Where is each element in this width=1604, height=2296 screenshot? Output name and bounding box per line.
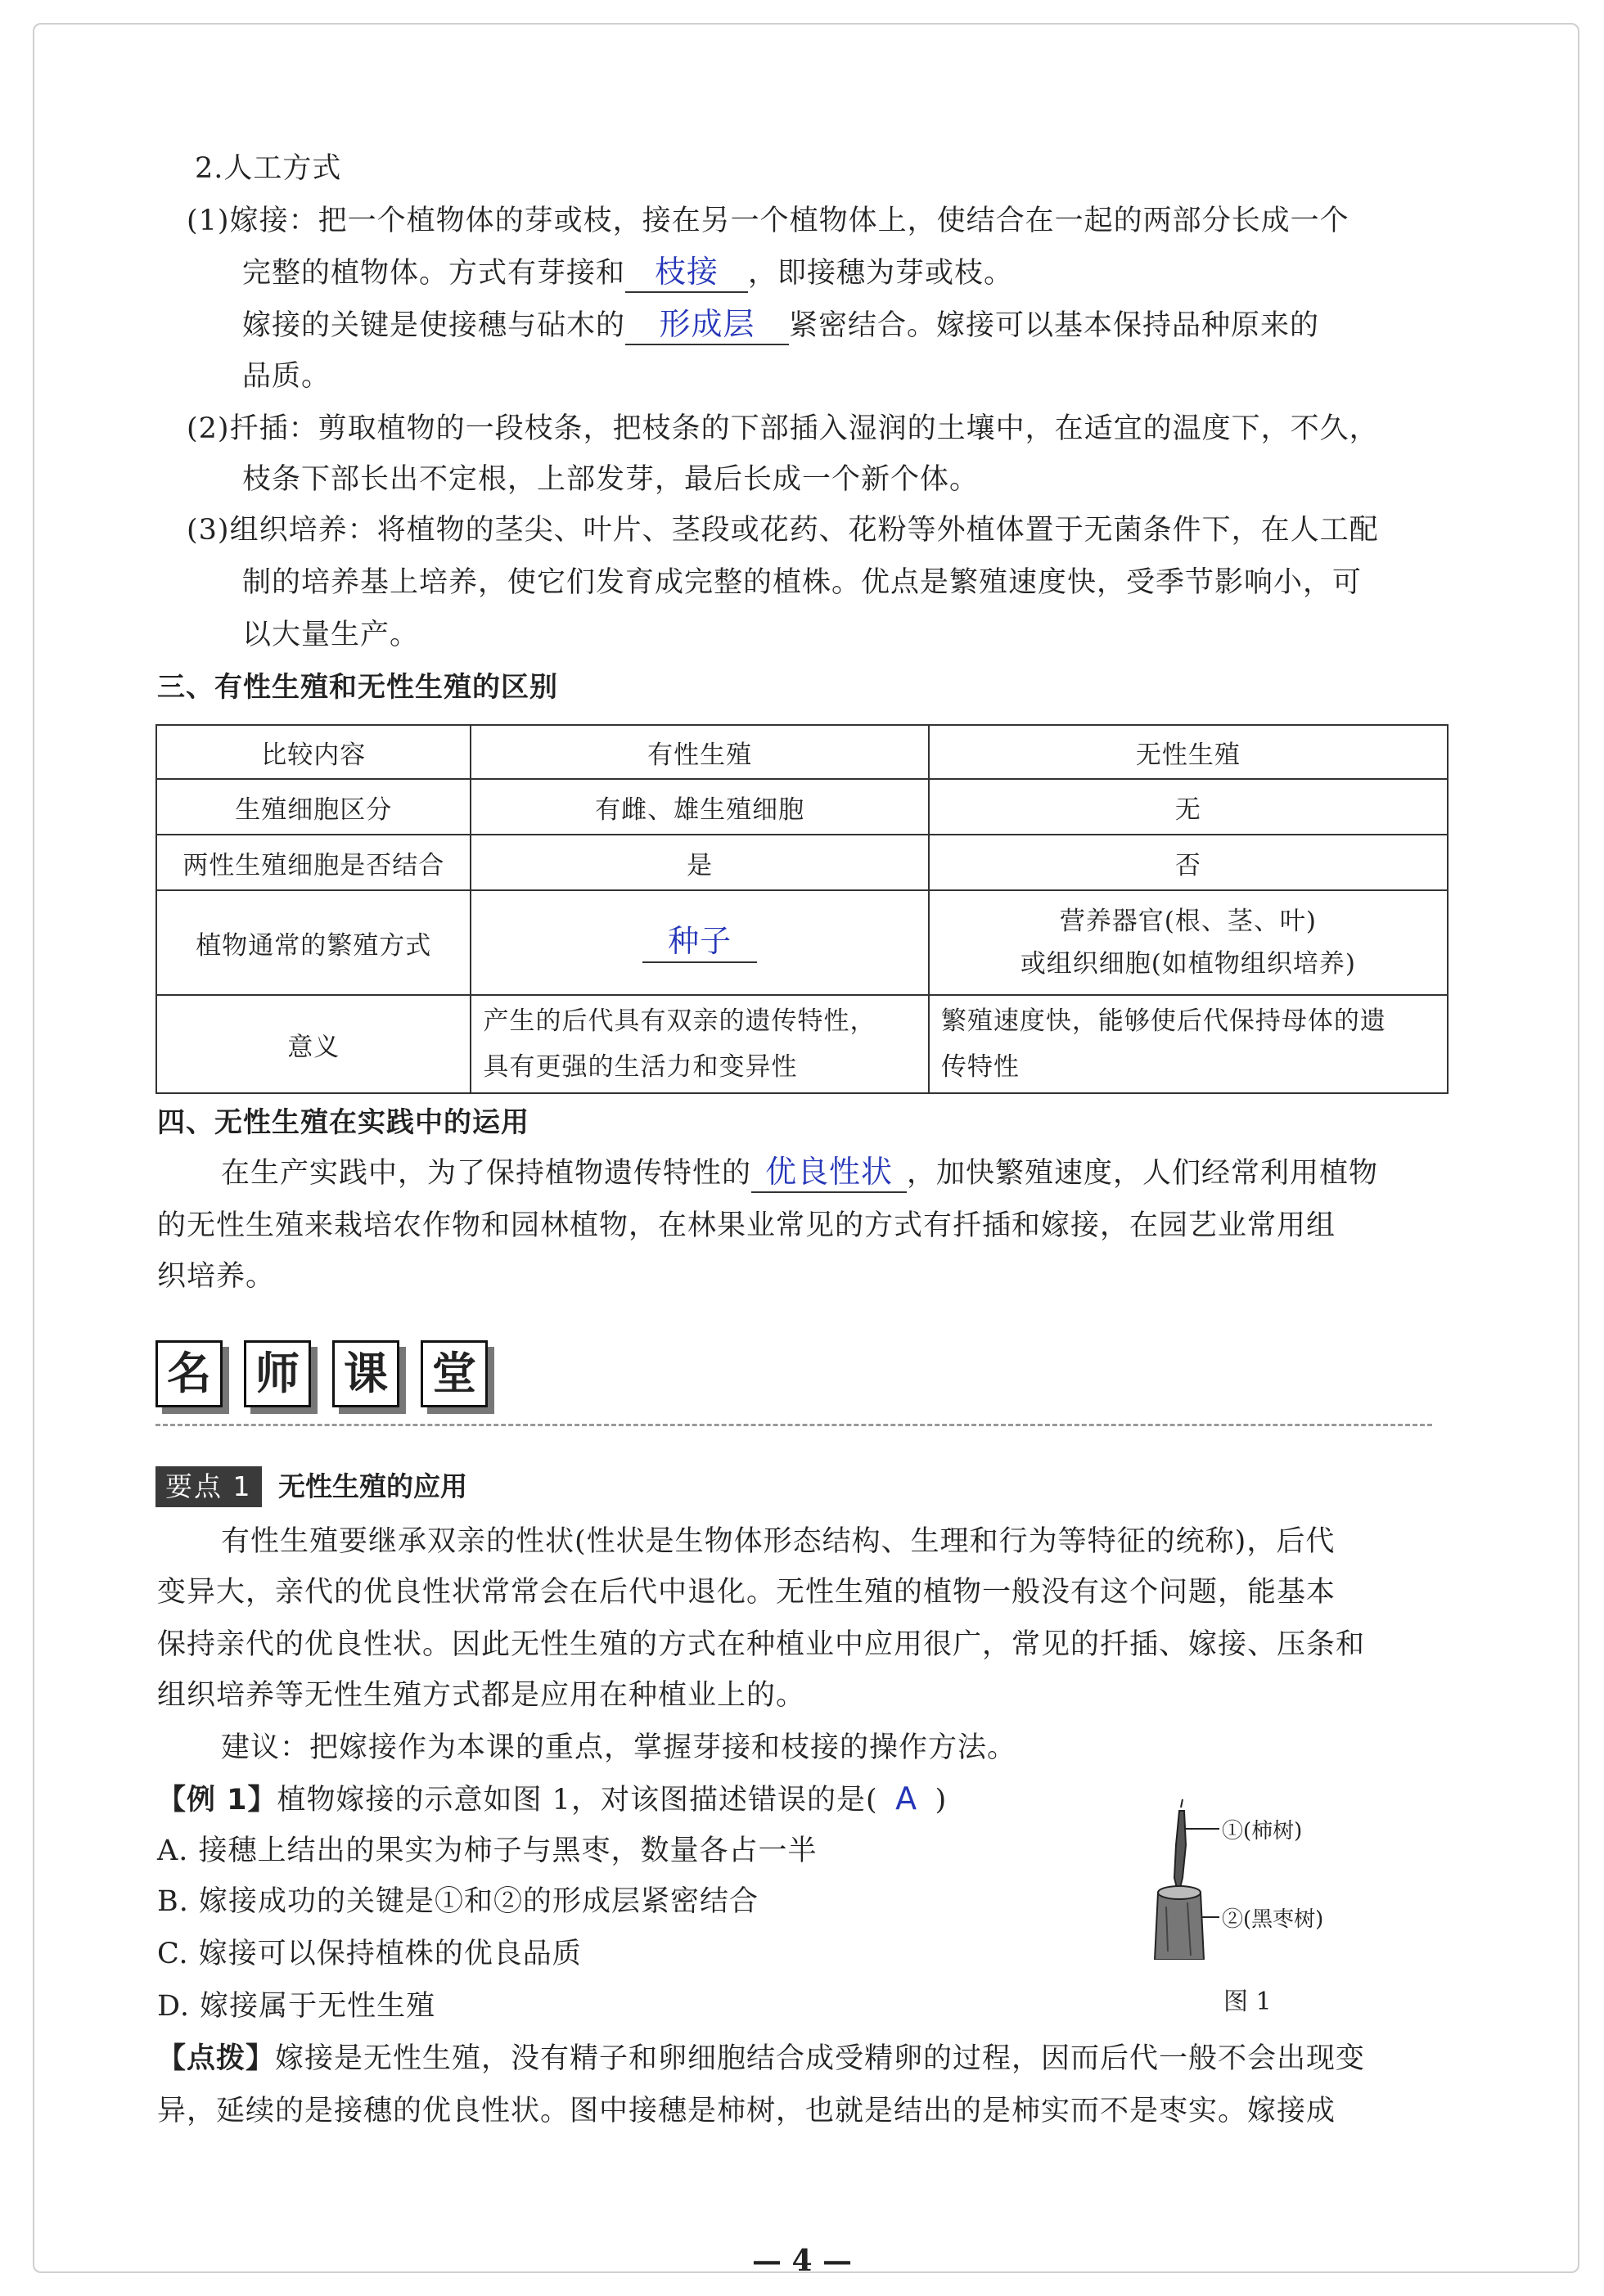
teacher-class-banner	[155, 1340, 488, 1407]
graft-line3-post: 紧密结合。嫁接可以基本保持品种原来的	[789, 309, 1320, 342]
table-cell: 无	[929, 779, 1448, 835]
table-cell: 生殖细胞区分	[156, 779, 471, 835]
table-cell: 是	[471, 835, 928, 890]
table-header-row	[156, 725, 1448, 779]
figure-1	[1133, 1796, 1477, 2025]
table-header-cell: 无性生殖	[929, 725, 1448, 779]
table-row	[156, 779, 1448, 835]
option-b: B. 嫁接成功的关键是①和②的形成层紧密结合	[157, 1885, 759, 1918]
table-row	[156, 890, 1448, 995]
table-cell-line: 繁殖速度快，能够使后代保持母体的遗	[940, 1006, 1386, 1036]
grafting-illustration	[1133, 1796, 1477, 1960]
keypoint-label: 要点 1	[155, 1466, 262, 1507]
table-cell: 意义	[156, 995, 471, 1093]
hint-line1	[157, 2039, 1365, 2078]
graft-line2-post: ，即接穗为芽或枝。	[748, 257, 1014, 290]
section4-blank[interactable]	[751, 1154, 907, 1193]
option-c: C. 嫁接可以保持植株的优良品质	[157, 1938, 582, 1970]
table-cell-line: 具有更强的生活力和变异性	[483, 1052, 798, 1082]
table-cell	[929, 890, 1448, 995]
section4-answer: 优良性状	[765, 1154, 894, 1190]
option-a: A. 接穗上结出的果实为柿子与黑枣，数量各占一半	[157, 1835, 818, 1867]
graft-blank1[interactable]	[625, 254, 748, 293]
table-header-cell: 比较内容	[156, 725, 471, 779]
banner-char: 课	[332, 1340, 399, 1407]
example-tag: 【例 1】	[157, 1784, 277, 1817]
table-cell: 有雌、雄生殖细胞	[471, 779, 928, 835]
graft-line3	[242, 306, 1319, 345]
hint-tag: 【点拨】	[157, 2042, 276, 2075]
figure-label-scion: ①(柿树)	[1222, 1819, 1303, 1844]
cutting-line1: (2)扦插：剪取植物的一段枝条，把枝条的下部插入湿润的土壤中，在适宜的温度下，不久，	[187, 412, 1379, 445]
keypoint-title: 无性生殖的应用	[278, 1470, 467, 1502]
table-cell-line: 或组织细胞(如植物组织培养)	[1020, 949, 1356, 979]
section4-heading: 四、无性生殖在实践中的运用	[157, 1106, 529, 1139]
section2-heading: 2.人工方式	[195, 152, 342, 185]
graft-line1: (1)嫁接：把一个植物体的芽或枝，接在另一个植物体上，使结合在一起的两部分长成一个	[187, 205, 1349, 237]
section4-line3: 织培养。	[157, 1260, 276, 1293]
section4-line1	[221, 1154, 1378, 1193]
table-cell: 否	[929, 835, 1448, 890]
example-question-text: 植物嫁接的示意如图 1，对该图描述错误的是(	[277, 1784, 878, 1817]
graft-line2-pre: 完整的植物体。方式有芽接和	[242, 257, 626, 290]
keypoint-para-line3: 保持亲代的优良性状。因此无性生殖的方式在种植业中应用很广，常见的扦插、嫁接、压条和	[157, 1628, 1366, 1661]
table-answer: 种子	[668, 922, 732, 959]
keypoint-para-line1: 有性生殖要继承双亲的性状(性状是生物体形态结构、生理和行为等特征的统称)，后代	[221, 1525, 1336, 1558]
tissue-line2: 制的培养基上培养，使它们发育成完整的植株。优点是繁殖速度快，受季节影响小，可	[242, 566, 1363, 599]
graft-blank2[interactable]	[625, 306, 789, 345]
table-cell: 植物通常的繁殖方式	[156, 890, 471, 995]
graft-line4: 品质。	[242, 360, 331, 393]
example-answer-slot[interactable]	[878, 1779, 935, 1820]
banner-char: 名	[155, 1340, 223, 1407]
section4-line2: 的无性生殖来栽培农作物和园林植物，在林果业常见的方式有扦插和嫁接，在园艺业常用组	[157, 1209, 1336, 1242]
comparison-table	[155, 724, 1449, 1094]
figure-label-stock: ②(黑枣树)	[1222, 1907, 1324, 1932]
graft-line2	[242, 254, 1013, 293]
table-row	[156, 835, 1448, 890]
banner-char: 师	[244, 1340, 311, 1407]
table-cell-line: 营养器官(根、茎、叶)	[1059, 907, 1317, 936]
graft-answer2: 形成层	[659, 306, 755, 342]
table-cell: 两性生殖细胞是否结合	[156, 835, 471, 890]
example-answer: A	[895, 1781, 918, 1817]
figure-caption: 图 1	[1223, 1988, 1272, 2016]
graft-answer1: 枝接	[655, 254, 719, 290]
page-number: — 4 —	[751, 2244, 853, 2278]
keypoint-para-line2: 变异大，亲代的优良性状常常会在后代中退化。无性生殖的植物一般没有这个问题，能基本	[157, 1576, 1336, 1609]
dashed-divider	[155, 1424, 1432, 1426]
hint-text1: 嫁接是无性生殖，没有精子和卵细胞结合成受精卵的过程，因而后代一般不会出现变	[275, 2042, 1366, 2075]
table-answer-blank[interactable]	[642, 923, 757, 963]
example-question-close: )	[935, 1784, 948, 1817]
table-cell-line: 传特性	[940, 1052, 1020, 1082]
keypoint-suggestion: 建议：把嫁接作为本课的重点，掌握芽接和枝接的操作方法。	[221, 1731, 1017, 1764]
tissue-line3: 以大量生产。	[242, 619, 420, 651]
table-row	[156, 995, 1448, 1093]
banner-char: 堂	[421, 1340, 488, 1407]
table-header-cell: 有性生殖	[471, 725, 928, 779]
section3-heading: 三、有性生殖和无性生殖的区别	[157, 671, 558, 704]
graft-line3-pre: 嫁接的关键是使接穗与砧木的	[242, 309, 626, 342]
hint-line2: 异，延续的是接穗的优良性状。图中接穗是柿树，也就是结出的是柿实而不是枣实。嫁接成	[157, 2095, 1336, 2127]
tissue-line1: (3)组织培养：将植物的茎尖、叶片、茎段或花药、花粉等外植体置于无菌条件下，在人工配	[187, 514, 1379, 547]
table-cell-line: 产生的后代具有双亲的遗传特性，	[483, 1006, 876, 1036]
section4-line1-post: ，加快繁殖速度，人们经常利用植物	[907, 1157, 1379, 1190]
table-cell	[471, 995, 928, 1093]
table-cell	[471, 890, 928, 995]
option-d: D. 嫁接属于无性生殖	[157, 1990, 436, 2023]
example-question	[157, 1779, 947, 1820]
cutting-line2: 枝条下部长出不定根，上部发芽，最后长成一个新个体。	[242, 463, 980, 496]
keypoint-para-line4: 组织培养等无性生殖方式都是应用在种植业上的。	[157, 1679, 806, 1712]
section4-line1-pre: 在生产实践中，为了保持植物遗传特性的	[221, 1157, 752, 1190]
table-cell	[929, 995, 1448, 1093]
